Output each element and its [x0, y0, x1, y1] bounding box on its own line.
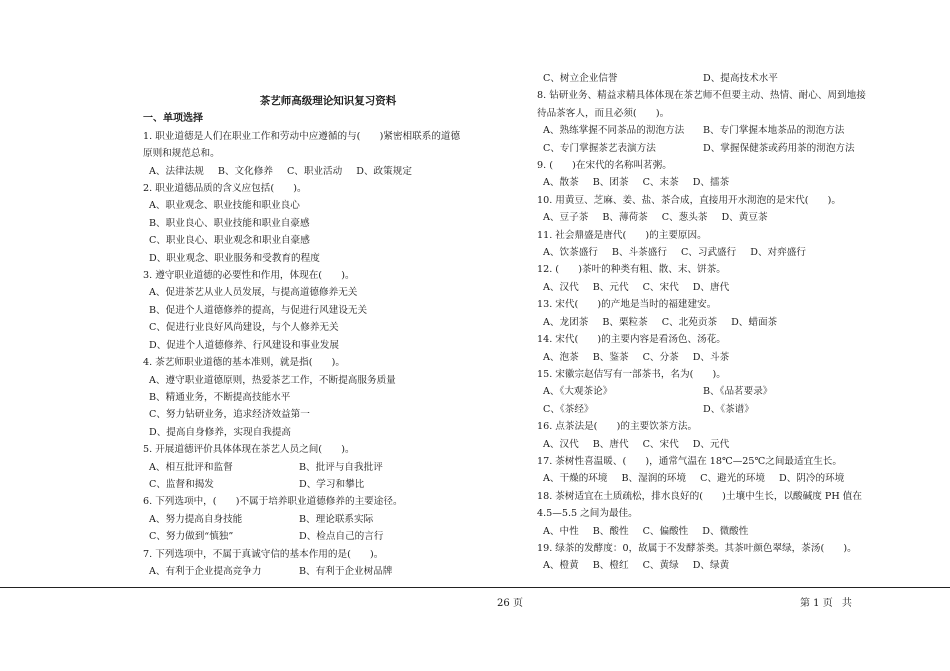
option-choice: B、橙红: [592, 560, 629, 572]
option-choice: D、对弈盛行: [750, 247, 806, 259]
question-line: 原则和规范总和。: [143, 148, 220, 160]
option-line: D、促进个人道德修养、行风建设和事业发展: [149, 339, 339, 351]
question-line: 12. ( )茶叶的种类有粗、散、末、饼茶。: [537, 264, 726, 276]
option-line: A、促进茶艺从业人员发展，与提高道德修养无关: [149, 287, 358, 299]
question-line: 16. 点茶法是( )的主要饮茶方法。: [537, 421, 698, 433]
option-row: [143, 163, 523, 180]
question-line: 13. 宋代( )的产地是当时的福建建安。: [537, 299, 717, 311]
option-choice: C、职业活动: [286, 165, 343, 177]
option-line: C、努力钻研业务，追求经济效益第一: [149, 409, 310, 421]
option-row: [537, 470, 882, 487]
question-line: 10. 用黄豆、芝麻、姜、盐、茶合成，直接用开水沏泡的是宋代( )。: [537, 194, 842, 206]
section-heading: 一、单项选择: [143, 113, 203, 125]
option-choice: A、努力提高自身技能: [149, 513, 243, 525]
option-choice: D、蜡面茶: [731, 316, 778, 328]
option-choice: C、宋代: [642, 438, 679, 450]
option-choice: A、橙黄: [543, 560, 579, 572]
option-choice: C、专门掌握茶艺表演方法: [543, 142, 656, 154]
option-row: [143, 563, 523, 580]
option-choice: B、专门掌握本地茶品的沏泡方法: [703, 125, 845, 137]
question-line: 15. 宋徽宗赵佶写有一部茶书，名为( )。: [537, 368, 726, 380]
option-row: [537, 436, 882, 453]
option-row: [537, 401, 882, 418]
option-choice: D、元代: [692, 438, 730, 450]
question-line: 3. 遵守职业道德的必要性和作用，体现在( )。: [143, 270, 355, 282]
option-line: D、提高自身修养，实现自我提高: [149, 426, 292, 438]
question-line: 9. ( )在宋代的名称叫茗粥。: [537, 160, 672, 172]
question-line: 8. 钻研业务、精益求精具体体现在茶艺师不但要主动、热情、耐心、周到地接: [537, 90, 866, 102]
option-choice: D、擂茶: [692, 177, 730, 189]
option-choice: A、《大观茶论》: [543, 386, 613, 398]
option-row: [537, 557, 882, 574]
option-choice: A、熟练掌握不同茶品的沏泡方法: [543, 125, 685, 137]
option-choice: B、斗茶盛行: [611, 247, 667, 259]
option-choice: D、阴冷的环境: [779, 473, 845, 485]
option-choice: B、元代: [592, 281, 629, 293]
option-row: [537, 174, 882, 191]
option-line: B、精通业务，不断提高技能水平: [149, 391, 291, 403]
question-line: 待品茶客人，而且必须( )。: [537, 107, 670, 119]
question-line: 7. 下列选项中，不属于真诚守信的基本作用的是( )。: [143, 548, 384, 560]
option-line: B、职业良心、职业技能和职业自豪感: [149, 217, 310, 229]
option-choice: D、学习和攀比: [299, 478, 365, 490]
option-line: B、促进个人道德修养的提高，与促进行风建设无关: [149, 304, 368, 316]
option-line: A、遵守职业道德原则，热爱茶艺工作，不断提高服务质量: [149, 374, 396, 386]
option-choice: B、团茶: [592, 177, 629, 189]
option-choice: B、批评与自我批评: [299, 461, 383, 473]
question-line: 4.5—5.5 之间为最佳。: [537, 508, 638, 520]
option-row: [537, 383, 882, 400]
option-choice: B、鉴茶: [592, 351, 629, 363]
option-line: C、促进行业良好风尚建设，与个人修养无关: [149, 322, 339, 334]
option-row: [537, 314, 882, 331]
option-choice: D、斗茶: [692, 351, 730, 363]
option-choice: A、豆子茶: [543, 212, 589, 224]
option-choice: D、掌握保健茶或药用茶的沏泡方法: [703, 142, 855, 154]
option-row: [143, 459, 523, 476]
option-choice: D、微酸性: [702, 525, 749, 537]
option-choice: D、唐代: [692, 281, 730, 293]
question-line: 6. 下列选项中，( )不属于培养职业道德修养的主要途径。: [143, 496, 403, 508]
option-choice: A、中性: [543, 525, 579, 537]
option-choice: B、《品茗要录》: [703, 386, 773, 398]
option-choice: B、酸性: [592, 525, 629, 537]
option-row: [537, 279, 882, 296]
option-row: [143, 528, 523, 545]
option-choice: C、努力做到“慎独”: [149, 531, 234, 543]
question-line: 11. 社会鼎盛是唐代( )的主要原因。: [537, 229, 707, 241]
option-line: C、职业良心、职业观念和职业自豪感: [149, 235, 310, 247]
option-row: [537, 349, 882, 366]
question-line: 5. 开展道德评价具体体现在茶艺人员之间( )。: [143, 444, 355, 456]
option-choice: A、法律法规: [149, 165, 204, 177]
option-choice: A、泡茶: [543, 351, 579, 363]
page-count: 26 页: [497, 598, 523, 609]
option-choice: B、薄荷茶: [602, 212, 648, 224]
option-choice: C、《茶经》: [543, 403, 594, 415]
question-line: 17. 茶树性喜温暖、( )，通常气温在 18℃—25℃之间最适宜生长。: [537, 455, 842, 467]
option-choice: B、文化修养: [217, 165, 273, 177]
page-total: 共: [841, 598, 852, 609]
page-info: [800, 594, 858, 609]
question-line: 1. 职业道德是人们在职业工作和劳动中应遵循的与( )紧密相联系的道德: [143, 130, 461, 142]
option-choice: C、黄绿: [642, 560, 679, 572]
question-line: 14. 宋代( )的主要内容是看汤色、汤花。: [537, 334, 726, 346]
question-line: 4. 茶艺师职业道德的基本准则，就是指( )。: [143, 357, 345, 369]
option-choice: B、唐代: [592, 438, 629, 450]
option-row: [537, 122, 882, 139]
option-row: [143, 511, 523, 528]
option-choice: C、树立企业信誉: [543, 73, 618, 84]
option-choice: C、分茶: [642, 351, 679, 363]
option-choice: C、习武盛行: [680, 247, 737, 259]
option-choice: C、监督和揭发: [149, 478, 214, 490]
option-row: [537, 140, 882, 157]
option-line: A、职业观念、职业技能和职业良心: [149, 200, 300, 212]
option-line: D、职业观念、职业服务和受教育的程度: [149, 252, 320, 264]
option-choice: A、饮茶盛行: [543, 247, 598, 259]
document-title: 茶艺师高级理论知识复习资料: [259, 95, 397, 107]
option-choice: C、北苑贡茶: [661, 316, 718, 328]
option-row: [537, 209, 882, 226]
option-choice: C、葱头茶: [661, 212, 708, 224]
option-choice: B、有利于企业树品牌: [299, 565, 393, 577]
option-choice: D、黄豆茶: [721, 212, 768, 224]
option-choice: A、干燥的环境: [543, 473, 608, 485]
option-choice: B、湿润的环境: [621, 473, 687, 485]
question-line: 18. 茶树适宜在土质疏松，排水良好的( )土壤中生长，以酸碱度 PH 值在: [537, 490, 862, 502]
option-choice: D、政策规定: [356, 165, 412, 177]
footer-divider: [0, 587, 950, 588]
option-choice: A、散茶: [543, 177, 579, 189]
option-choice: C、避光的环境: [700, 473, 766, 485]
option-choice: A、汉代: [543, 438, 579, 450]
option-choice: A、龙团茶: [543, 316, 589, 328]
option-choice: A、相互批评和监督: [149, 461, 233, 473]
option-choice: C、宋代: [642, 281, 679, 293]
option-choice: C、末茶: [642, 177, 679, 189]
option-choice: A、汉代: [543, 281, 579, 293]
option-choice: D、提高技术水平: [703, 73, 778, 84]
option-row: [537, 244, 882, 261]
option-choice: B、栗粒茶: [602, 316, 648, 328]
option-row: [537, 523, 882, 540]
page-number: 第 1 页: [800, 598, 833, 609]
right-column: [537, 70, 882, 575]
option-choice: A、有利于企业提高竞争力: [149, 565, 262, 577]
option-choice: D、检点自己的言行: [299, 531, 384, 543]
option-row: [143, 476, 523, 493]
left-column: [143, 93, 523, 580]
option-choice: D、《茶谱》: [703, 403, 754, 415]
question-line: 2. 职业道德品质的含义应包括( )。: [143, 183, 307, 195]
option-choice: B、理论联系实际: [299, 513, 374, 525]
option-choice: C、偏酸性: [642, 525, 689, 537]
option-choice: D、绿黄: [692, 560, 730, 572]
option-row: [537, 70, 882, 87]
question-line: 19. 绿茶的发酵度：0，故属于不发酵茶类。其茶叶颜色翠绿，茶汤( )。: [537, 542, 857, 554]
